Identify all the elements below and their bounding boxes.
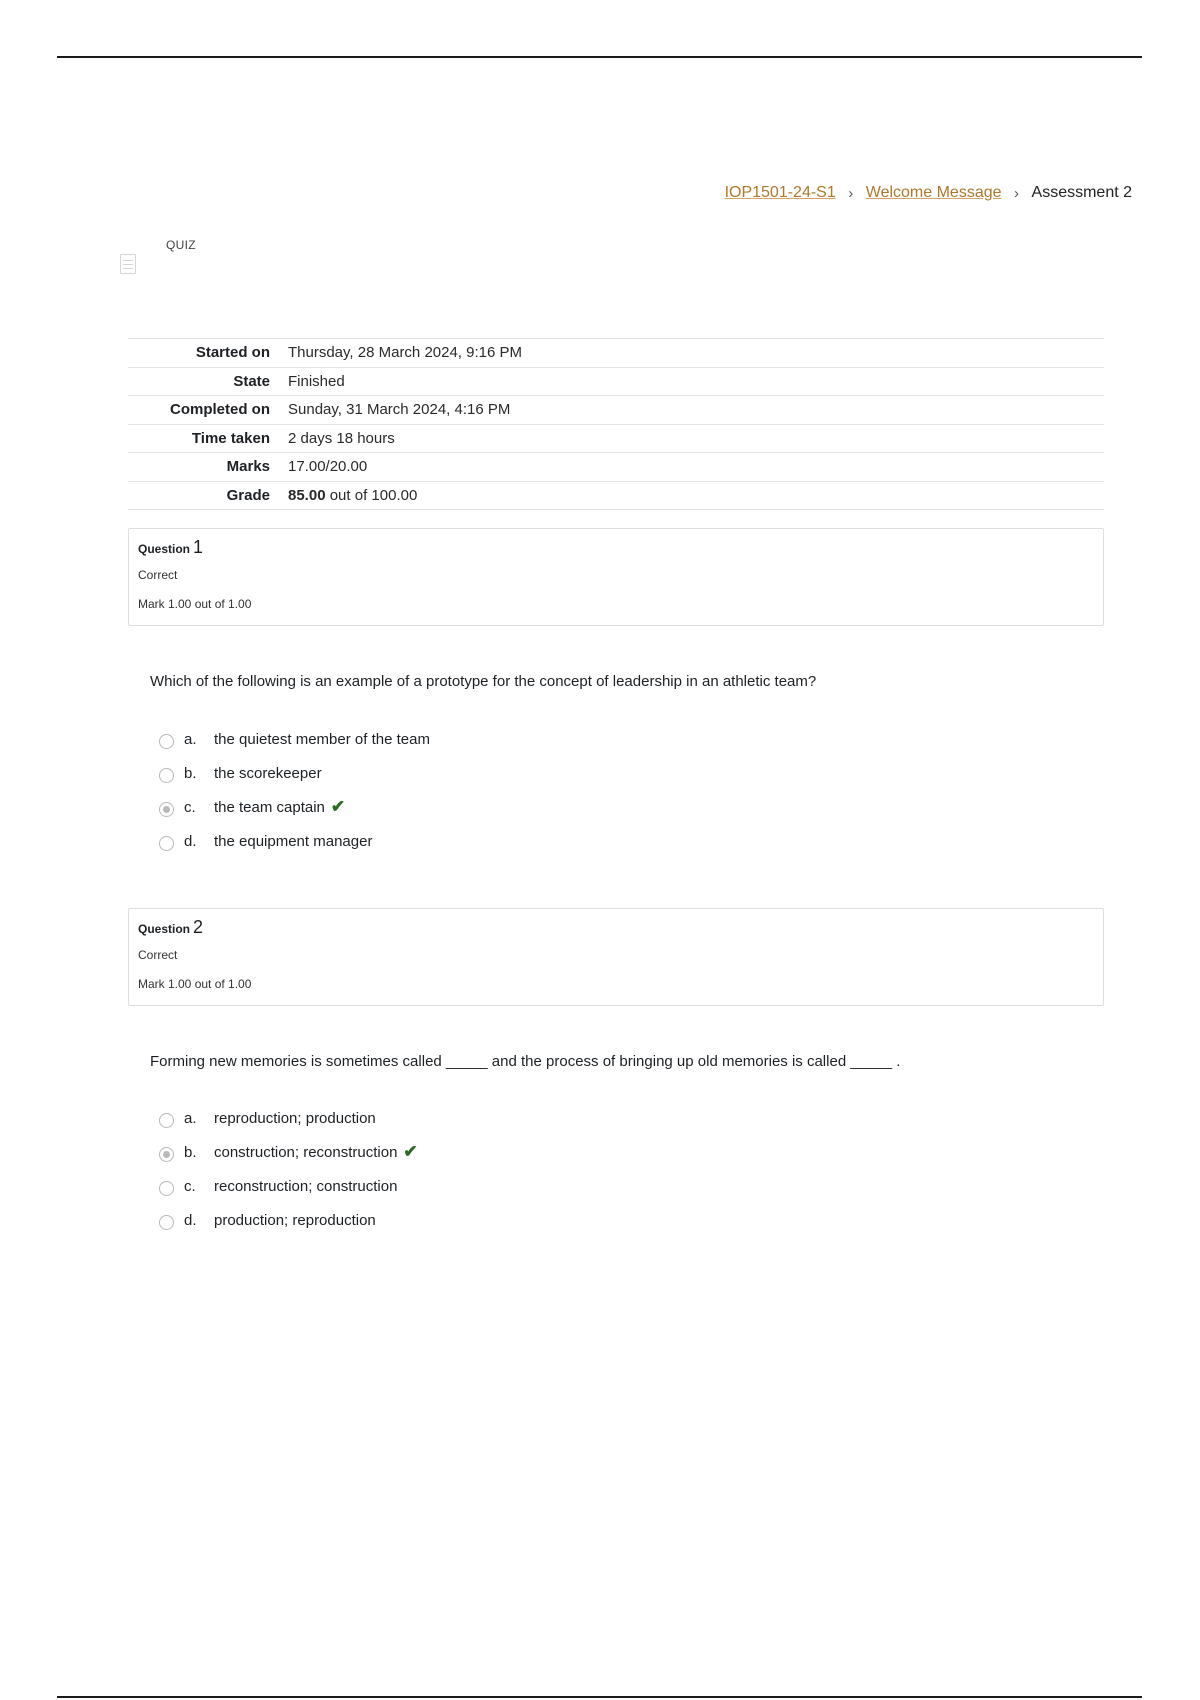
summary-row-time: [128, 424, 1104, 453]
summary-row-grade: [128, 481, 1104, 510]
question-number: Question 1: [138, 537, 204, 557]
bottom-rule: [57, 1696, 1142, 1698]
summary-row-marks: [128, 453, 1104, 482]
breadcrumb-section-link[interactable]: Welcome Message: [865, 184, 1002, 201]
question-state: Correct: [138, 568, 178, 582]
breadcrumb-course-link[interactable]: IOP1501-24-S1: [724, 184, 836, 201]
radio-button[interactable]: [159, 1113, 174, 1128]
answer-letter: c.: [184, 798, 196, 816]
module-type-label: QUIZ: [166, 238, 196, 252]
question-text-2: Forming new memories is sometimes called _____ and the process of bringing up old memories is called _____ .: [150, 1053, 901, 1070]
breadcrumb: [725, 184, 1132, 202]
grade-score: 85.00: [288, 486, 326, 504]
quiz-icon: [118, 254, 142, 280]
answer-option[interactable]: [159, 1101, 759, 1135]
question-mark: Mark 1.00 out of 1.00: [138, 597, 252, 611]
radio-button[interactable]: [159, 836, 174, 851]
question-state: Correct: [138, 948, 178, 962]
question-number: Question 2: [138, 917, 204, 937]
answer-text: the quietest member of the team: [214, 730, 430, 748]
summary-value: [288, 481, 1104, 510]
chevron-right-icon: ›: [848, 184, 854, 202]
summary-label: State: [233, 372, 270, 390]
question-info-1: [128, 528, 1104, 626]
answer-option-selected[interactable]: [159, 790, 759, 824]
answer-text: the scorekeeper: [214, 764, 322, 782]
top-rule: [57, 56, 1142, 58]
summary-value: Finished: [288, 372, 345, 390]
answer-option[interactable]: [159, 824, 759, 858]
summary-label: Completed on: [170, 401, 270, 419]
page-header: [118, 234, 196, 280]
summary-value: Sunday, 31 March 2024, 4:16 PM: [288, 401, 511, 419]
summary-label: Time taken: [191, 429, 270, 447]
summary-row-completed: [128, 396, 1104, 425]
check-icon: ✔: [403, 1142, 418, 1161]
radio-button[interactable]: [159, 768, 174, 783]
summary-label: Grade: [226, 486, 270, 504]
radio-button[interactable]: [159, 1215, 174, 1230]
answer-list-2: [159, 1101, 759, 1237]
summary-row-state: [128, 367, 1104, 396]
answer-option-selected[interactable]: [159, 1135, 759, 1169]
summary-value: 2 days 18 hours: [288, 429, 395, 447]
answer-letter: c.: [184, 1177, 196, 1195]
answer-text: construction; reconstruction: [214, 1143, 398, 1161]
breadcrumb-current: Assessment 2: [1031, 184, 1132, 201]
question-text-1: Which of the following is an example of a prototype for the concept of leadership in an athletic team?: [150, 673, 817, 690]
answer-letter: d.: [184, 1211, 197, 1229]
answer-letter: d.: [184, 832, 197, 850]
grade-out-of: out of 100.00: [325, 486, 418, 504]
answer-text: the team captain: [214, 798, 325, 816]
summary-row-started: [128, 339, 1104, 368]
answer-letter: b.: [184, 1143, 197, 1161]
answer-option[interactable]: [159, 756, 759, 790]
summary-value: 17.00/20.00: [288, 458, 368, 476]
answer-text: production; reproduction: [214, 1211, 376, 1229]
radio-button-checked[interactable]: [159, 1147, 174, 1162]
answer-letter: a.: [184, 1109, 197, 1127]
answer-option[interactable]: [159, 722, 759, 756]
summary-value: Thursday, 28 March 2024, 9:16 PM: [288, 344, 523, 362]
answer-text: reconstruction; construction: [214, 1177, 398, 1195]
answer-letter: b.: [184, 764, 197, 782]
radio-button[interactable]: [159, 1181, 174, 1196]
answer-text: the equipment manager: [214, 832, 373, 850]
answer-text: reproduction; production: [214, 1109, 376, 1127]
answer-letter: a.: [184, 730, 197, 748]
summary-label: Marks: [226, 458, 270, 476]
question-info-2: [128, 908, 1104, 1006]
check-icon: ✔: [330, 797, 346, 816]
radio-button-checked[interactable]: [159, 802, 174, 817]
answer-option[interactable]: [159, 1169, 759, 1203]
radio-button[interactable]: [159, 734, 174, 749]
question-mark: Mark 1.00 out of 1.00: [138, 977, 252, 991]
chevron-right-icon: ›: [1014, 184, 1020, 202]
answer-option[interactable]: [159, 1203, 759, 1237]
summary-label: Started on: [195, 344, 270, 362]
attempt-summary-table: [128, 338, 1104, 510]
answer-list-1: [159, 722, 759, 858]
